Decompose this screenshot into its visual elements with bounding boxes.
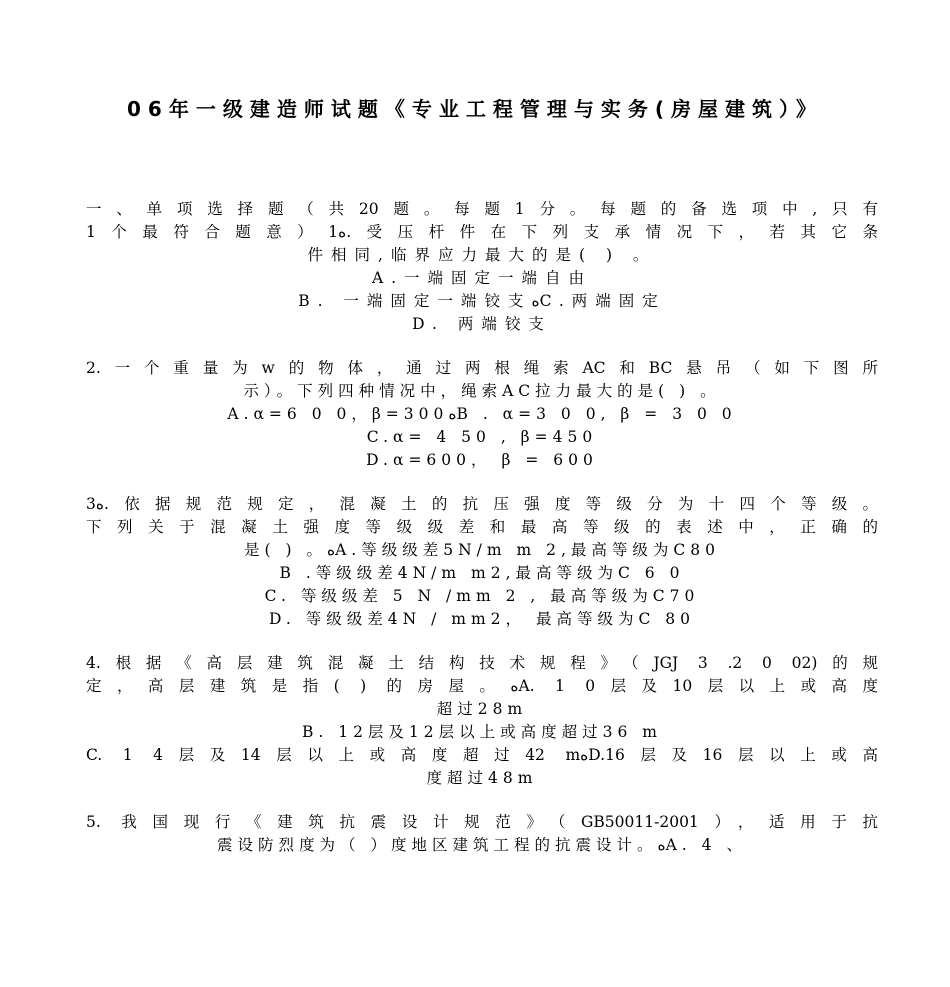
text-line: 1个最符合题意）1ه.受压杆件在下列支承情况下，若其它条 xyxy=(86,223,878,241)
text-line: 一、单项选择题（共20题。每题1分。每题的备选项中,只有 xyxy=(86,200,878,218)
text-line: 4.根据《高层建筑混凝土结构技术规程》（JGJ 3 .2 0 02)的规 xyxy=(86,654,878,672)
text-line: 下列关于混凝土强度等级级差和最高等级的表述中，正确的 xyxy=(86,518,878,536)
text-line: B. 一端固定一端铰支ﻩC.两端固定 xyxy=(298,292,666,310)
text-line: 度超过48m xyxy=(426,769,538,787)
text-line: A.一端固定一端自由 xyxy=(371,269,593,287)
text-line: C.α= 4 50 , β=450 xyxy=(366,428,598,446)
text-line: 定，高层建筑是指( ) 的房屋。ﻩA. 1 0层及10层以上或高度 xyxy=(86,677,878,695)
text-line: C. 等级级差 5 N /mm 2 , 最高等级为C70 xyxy=(264,587,700,605)
text-line: A.α=6 0 0，β=300ﻩB . α=3 0 0, β = 3 0 0 xyxy=(227,405,737,423)
document-title: 06年一级建造师试题《专业工程管理与实务(房屋建筑）》 xyxy=(127,97,823,121)
text-line: B .等级级差4N/m m2,最高等级为C 6 0 xyxy=(279,564,685,582)
text-line: 5. 我国现行《建筑抗震设计规范》（GB50011-2001），适用于抗 xyxy=(86,813,878,831)
text-line: 3ﻩ.依据规范规定，混凝土的抗压强度等级分为十四个等级。 xyxy=(86,495,878,513)
text-line: 件相同,临界应力最大的是( ) 。 xyxy=(307,246,657,264)
text-line: D.α=600， β = 600 xyxy=(366,451,598,469)
text-line: B. 12层及12层以上或高度超过36 m xyxy=(301,723,663,741)
text-line: C. 1 4层及14层以上或高度超过42 mﻩD.16层及16层以上或高 xyxy=(86,746,878,764)
text-line: 超过28m xyxy=(436,700,528,718)
text-line: 2.一个重量为w的物体，通过两根绳索AC和BC悬吊（如下图所 xyxy=(86,359,878,377)
text-line: D. 等级级差4N / mm2， 最高等级为C 80 xyxy=(269,610,695,628)
text-line: 是( ) 。ﻩA.等级级差5N/m m 2,最高等级为C80 xyxy=(244,541,720,559)
text-line: 震设防烈度为（ ）度地区建筑工程的抗震设计。ﻩA. 4 、 xyxy=(217,836,747,854)
text-line: D. 两端铰支 xyxy=(412,315,552,333)
text-line: 示）。下列四种情况中，绳索AC拉力最大的是( ) 。 xyxy=(243,382,721,400)
